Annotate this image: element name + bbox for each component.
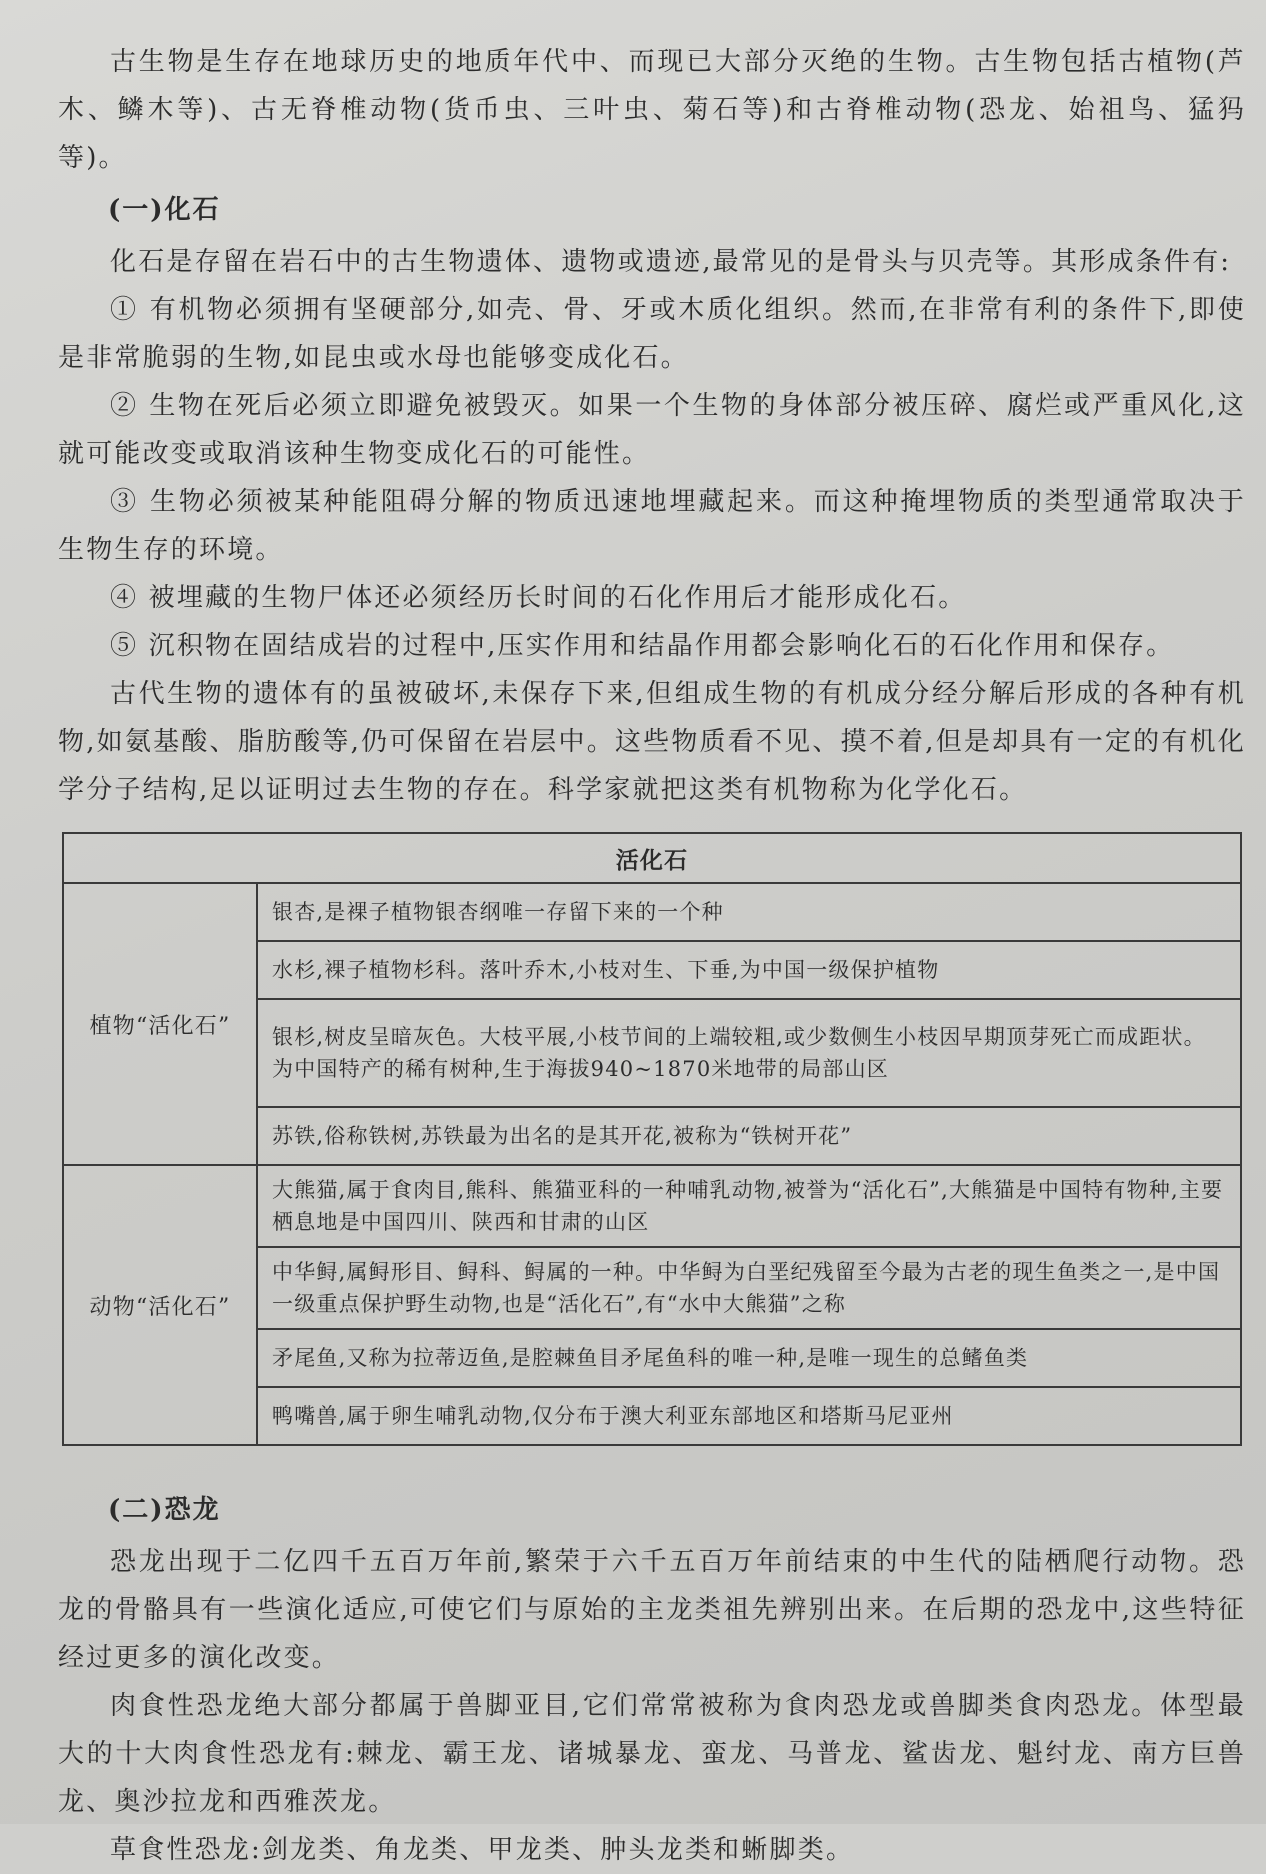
fossil-paragraph: 化石是存留在岩石中的古生物遗体、遗物或遗迹,最常见的是骨头与贝壳等。其形成条件有: [110, 247, 1232, 277]
dinosaur-paragraph: 草食性恐龙:剑龙类、角龙类、甲龙类、肿头龙类和蜥脚类。 [110, 1835, 855, 1865]
fossil-condition-4: ④ 被埋藏的生物尸体还必须经历长时间的石化作用后才能形成化石。 [110, 583, 967, 613]
table-cell: 苏铁,俗称铁树,苏铁最为出名的是其开花,被称为“铁树开花” [257, 1107, 1241, 1165]
table-cell: 鸭嘴兽,属于卵生哺乳动物,仅分布于澳大利亚东部地区和塔斯马尼亚州 [257, 1387, 1241, 1445]
table-cell: 中华鲟,属鲟形目、鲟科、鲟属的一种。中华鲟为白垩纪残留至今最为古老的现生鱼类之一,是中国一级重点保护野生动物,也是“活化石”,有“水中大熊猫”之称 [257, 1247, 1241, 1329]
table-cell: 银杉,树皮呈暗灰色。大枝平展,小枝节间的上端较粗,或少数侧生小枝因早期顶芽死亡而成距状。为中国特产的稀有树种,生于海拔940~1870米地带的局部山区 [257, 999, 1241, 1107]
table-cell: 水杉,裸子植物杉科。落叶乔木,小枝对生、下垂,为中国一级保护植物 [257, 941, 1241, 999]
table-row [63, 1165, 1241, 1247]
dinosaur-paragraph: 恐龙出现于二亿四千五百万年前,繁荣于六千五百万年前结束的中生代的陆栖爬行动物。恐龙的骨骼具有一些演化适应,可使它们与原始的主龙类祖先辨别出来。在后期的恐龙中,这些特征经过更多的演化改变。 [58, 1547, 1246, 1673]
table-cell: 矛尾鱼,又称为拉蒂迈鱼,是腔棘鱼目矛尾鱼科的唯一种,是唯一现生的总鳍鱼类 [257, 1329, 1241, 1387]
dinosaur-paragraph: 肉食性恐龙绝大部分都属于兽脚亚目,它们常常被称为食肉恐龙或兽脚类食肉恐龙。体型最大的十大肉食性恐龙有:棘龙、霸王龙、诸城暴龙、蛮龙、马普龙、鲨齿龙、魁纣龙、南方巨兽龙、奥沙拉龙和西雅茨龙。 [58, 1691, 1246, 1817]
plant-category-cell: 植物“活化石” [63, 883, 257, 1165]
fossil-condition-2: ② 生物在死后必须立即避免被毁灭。如果一个生物的身体部分被压碎、腐烂或严重风化,这就可能改变或取消该种生物变成化石的可能性。 [58, 391, 1246, 469]
animal-category-cell: 动物“活化石” [63, 1165, 257, 1445]
table-cell: 大熊猫,属于食肉目,熊科、熊猫亚科的一种哺乳动物,被誉为“活化石”,大熊猫是中国特有物种,主要栖息地是中国四川、陕西和甘肃的山区 [257, 1165, 1241, 1247]
intro-paragraph: 古生物是生存在地球历史的地质年代中、而现已大部分灭绝的生物。古生物包括古植物(芦木、鳞木等)、古无脊椎动物(货币虫、三叶虫、菊石等)和古脊椎动物(恐龙、始祖鸟、猛犸等)。 [58, 47, 1246, 173]
table-cell: 银杏,是裸子植物银杏纲唯一存留下来的一个种 [257, 883, 1241, 941]
table-row [63, 883, 1241, 941]
table-title: 活化石 [63, 833, 1241, 883]
living-fossil-table [62, 832, 1242, 1446]
fossil-condition-5: ⑤ 沉积物在固结成岩的过程中,压实作用和结晶作用都会影响化石的石化作用和保存。 [110, 631, 1175, 661]
table-header-row [63, 833, 1241, 883]
fossil-condition-1: ① 有机物必须拥有坚硬部分,如壳、骨、牙或木质化组织。然而,在非常有利的条件下,即使是非常脆弱的生物,如昆虫或水母也能够变成化石。 [58, 295, 1246, 373]
fossil-condition-3: ③ 生物必须被某种能阻碍分解的物质迅速地埋藏起来。而这种掩埋物质的类型通常取决于生物生存的环境。 [58, 487, 1246, 565]
section-heading-fossil: (一)化石 [108, 195, 221, 225]
section-heading-dinosaur: (二)恐龙 [108, 1495, 221, 1525]
chemical-fossil-paragraph: 古代生物的遗体有的虽被破坏,未保存下来,但组成生物的有机成分经分解后形成的各种有机物,如氨基酸、脂肪酸等,仍可保留在岩层中。这些物质看不见、摸不着,但是却具有一定的有机化学分子结构,足以证明过去生物的存在。科学家就把这类有机物称为化学化石。 [58, 679, 1246, 805]
